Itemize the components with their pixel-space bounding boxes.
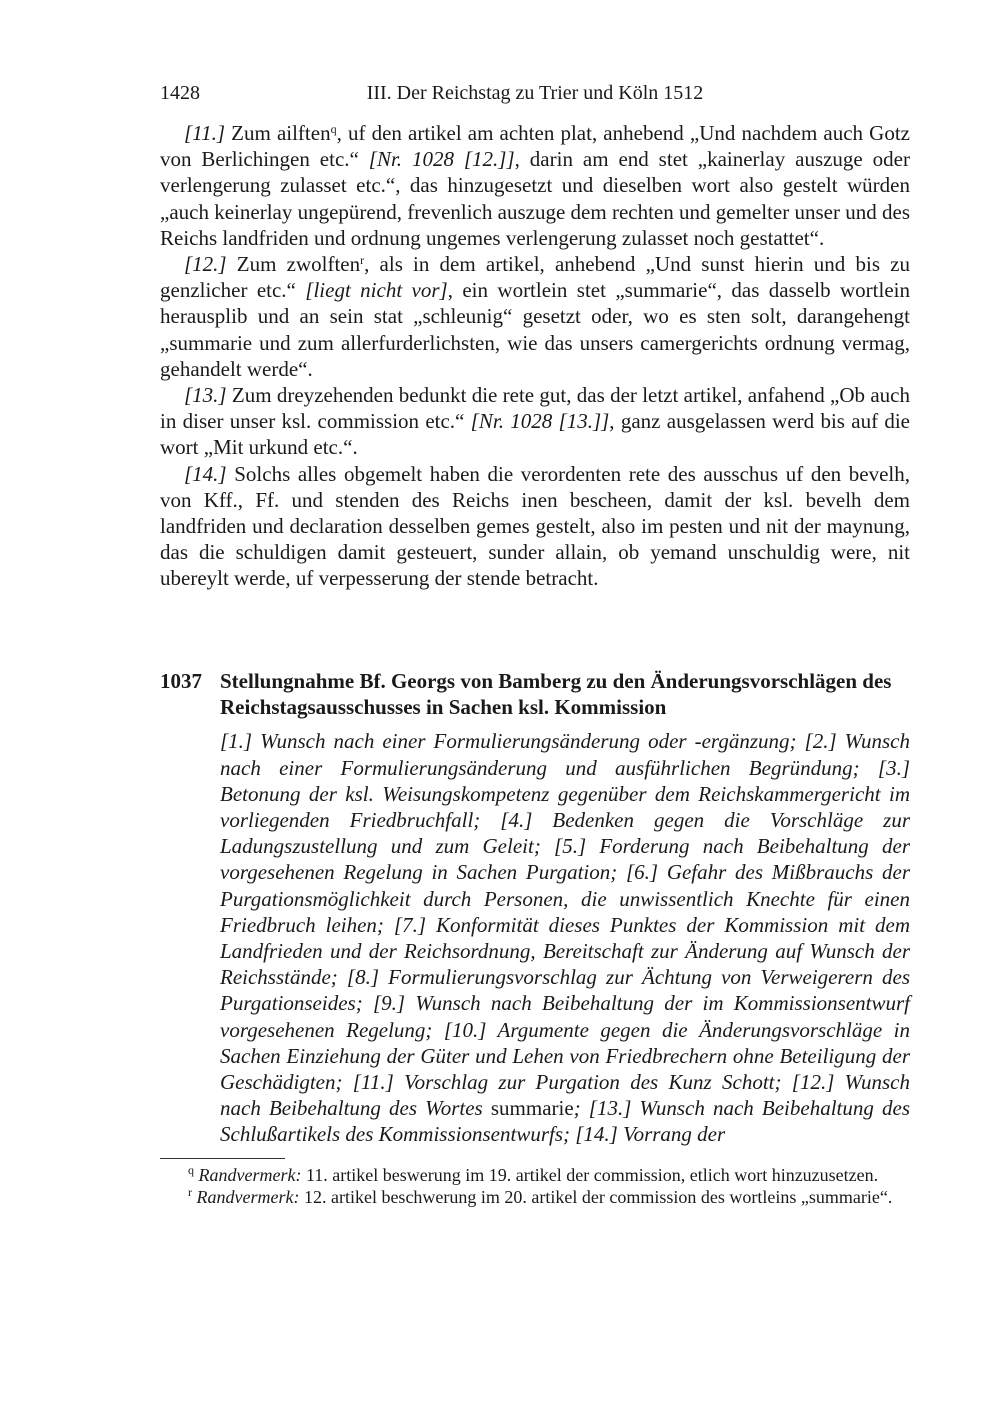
paragraph-number: [12.] xyxy=(184,252,227,277)
document-number: 1037 xyxy=(160,669,202,693)
footnote-r xyxy=(160,1186,910,1208)
paragraph-11 xyxy=(160,120,910,251)
paragraph-number: [13.] xyxy=(184,383,227,408)
paragraph-text: , ein wortlein stet „summarie“, das dasselb wortlein herausplib und an sein stat „schleunig“ gesetzt oder, wo es sten solt, darangehengt „summarie und zum allerfurderlichsten, wie das unsers camergerichts ordnung vermag, gehandelt werde“. xyxy=(160,278,910,381)
footnote-text: 11. artikel beswerung im 19. artikel der commission, etlich wort hinzuzusetzen. xyxy=(301,1165,879,1185)
paragraph-text: Zum dreyzehenden bedunkt die rete gut, das der letzt artikel, anfahend „Ob auch in diser unser ksl. commission etc.“ xyxy=(160,383,910,434)
summary-text: [1.] Wunsch nach einer Formulierungsänderung oder -ergänzung; [2.] Wunsch nach einer Formulierungsänderung und ausführlichen Begründung; [3.] Betonung der ksl. Weisungskompetenz gegenüber dem Reichskammergericht im vorliegenden Friedbruchfall; [4.] Bedenken gegen die Vorschläge zur Ladungszustellung und zum Geleit; [5.] Forderung nach Beibehaltung der vorgesehenen Regelung in Sachen Purgation; [6.] Gefahr des Mißbrauchs der Purgationsmöglichkeit durch Personen, die unwissentlich Knechte für einen Friedbruch leihen; [7.] Konformität dieses Punktes der Kommission mit dem Landfrieden und der Reichsordnung, Bereitschaft zur Änderung auf Wunsch der Reichsstände; [8.] Formulierungsvorschlag zur Ächtung von Verweigerern des Purgationseides; [9.] Wunsch nach Beibehaltung der im Kommissionsentwurf vorgesehenen Regelung; [10.] Argumente gegen die Änderungsvorschläge in Sachen Einziehung der Güter und Lehen von Friedbrechern ohne Beteiligung der Geschädigten; [11.] Vorschlag zur Purgation des Kunz Schott; [12.] Wunsch nach Beibehaltung des Wortes xyxy=(220,729,910,1121)
summary-text: ; [13.] Wunsch nach Beibehaltung des Schlußartikels des Kommissionsentwurfs; [14.] Vorrang der xyxy=(220,1096,910,1147)
footnote-mark: r xyxy=(360,253,365,268)
document-heading xyxy=(160,668,910,720)
footnote-text: 12. artikel beschwerung im 20. artikel der commission des wortleins „summarie“. xyxy=(299,1187,893,1207)
page-number: 1428 xyxy=(160,82,200,104)
paragraph-12 xyxy=(160,251,910,382)
footnote-mark: q xyxy=(330,122,337,136)
footnote-label: Randvermerk: xyxy=(198,1165,302,1185)
paragraph-text: , uf den artikel am achten plat, anhebend „Und nachdem auch Gotz von Berlichingen etc.“ xyxy=(160,121,910,172)
cross-reference: [Nr. 1028 [12.]] xyxy=(368,147,515,172)
paragraph-13 xyxy=(160,382,910,461)
paragraph-text: , ganz ausgelassen werd bis auf die wort „Mit urkund etc.“. xyxy=(160,409,910,460)
document-entry xyxy=(160,668,910,1148)
cross-reference: [liegt nicht vor] xyxy=(305,278,448,303)
footnote-mark: r xyxy=(188,1185,192,1199)
footnotes xyxy=(160,1164,910,1208)
running-head xyxy=(160,80,910,106)
paragraph-text: , darin am end stet „kainerlay auszuge oder verlengerung zulasset etc.“, das hinzugesetzt und dieselben wort also gestelt würden „auch keinerlay ungepürend, frevenlich auszuge dem rechten und gemelter unser und des Reichs landfriden und ordnung ungemes verlengerung zulasset noch gestattet“. xyxy=(160,147,910,250)
footnote-mark: q xyxy=(188,1163,194,1177)
document-title: Stellungnahme Bf. Georgs von Bamberg zu den Änderungsvorschlägen des Reichstagsausschusses in Sachen ksl. Kommission xyxy=(220,669,892,720)
document-summary xyxy=(220,728,910,1147)
paragraph-text: Zum zwolften xyxy=(226,252,361,277)
paragraph-text: Zum ailften xyxy=(225,121,331,145)
body-text xyxy=(160,120,910,592)
paragraph-14 xyxy=(160,461,910,592)
paragraph-text: , als in dem artikel, anhebend „Und sunst hierin und bis zu genzlicher etc.“ xyxy=(160,252,910,303)
paragraph-text: Solchs alles obgemelt haben die verordenten rete des ausschus uf den bevelh, von Kff., Ff. und stenden des Reichs inen bescheen, damit der ksl. bevelh dem landfriden und declaration desselben gemes gestelt, also im pesten und nit der maynung, das die schuldigen damit gesteuert, sunder allain, ob yemand unschuldig were, nit ubereylt werde, uf verpesserung der stende betracht. xyxy=(160,461,910,591)
paragraph-number: [11.] xyxy=(184,121,226,145)
paragraph-number: [14.] xyxy=(184,461,227,486)
summary-quoted-word: summarie xyxy=(490,1096,574,1121)
cross-reference: [Nr. 1028 [13.]] xyxy=(470,409,610,434)
footnote-divider xyxy=(160,1158,285,1159)
footnote-q xyxy=(160,1164,910,1186)
footnote-label: Randvermerk: xyxy=(196,1187,300,1207)
header-title: III. Der Reichstag zu Trier und Köln 1512 xyxy=(366,82,704,104)
